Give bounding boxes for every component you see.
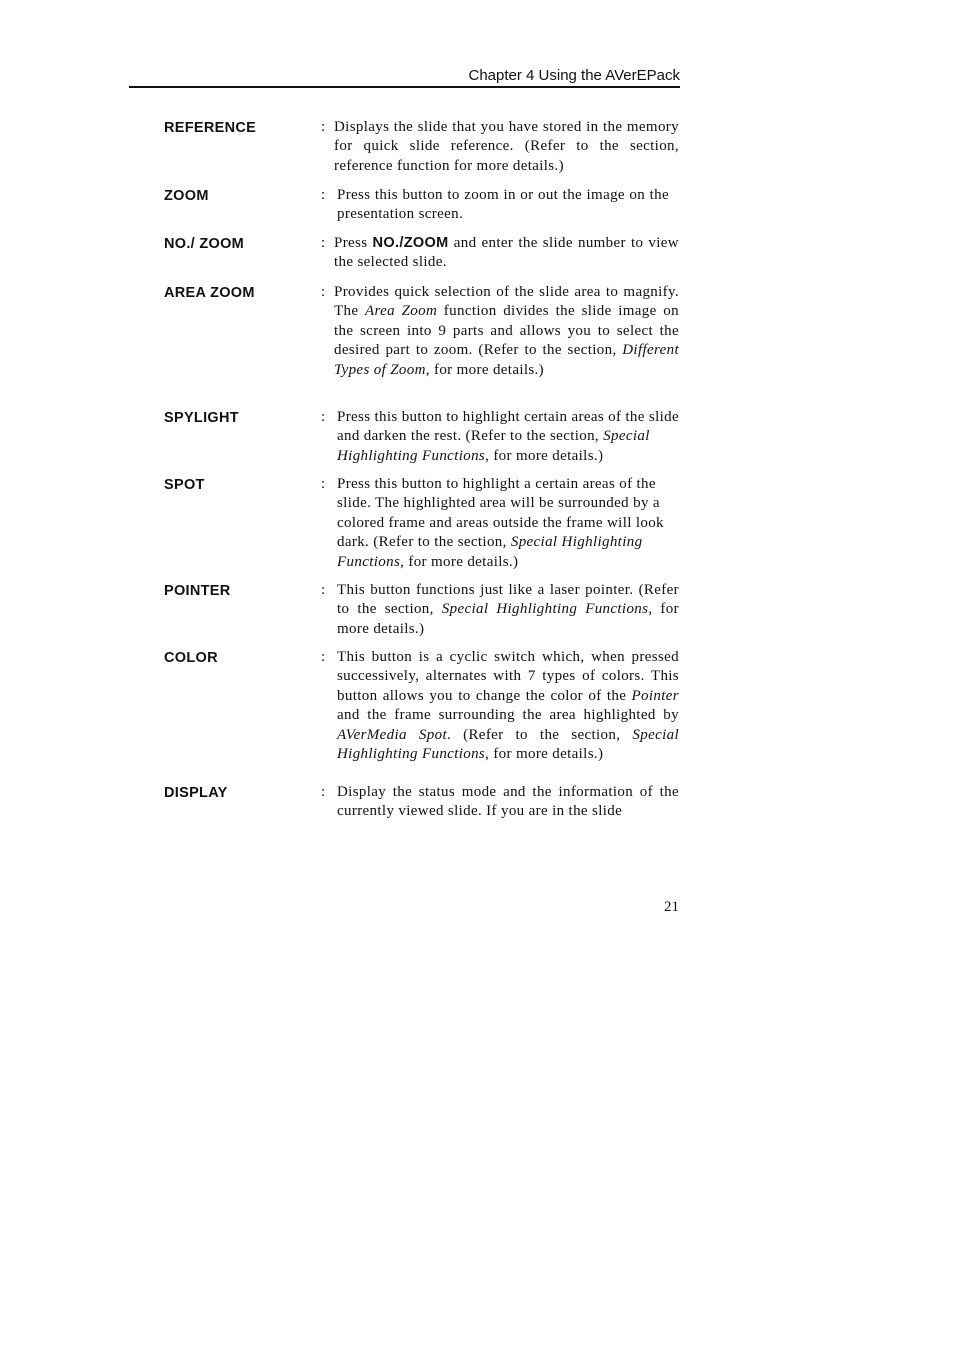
entry-no-zoom (164, 234, 684, 283)
desc-display: Display the status mode and the information of the currently viewed slide. If you are in the slide (337, 784, 679, 820)
term-no-zoom: NO./ ZOOM (164, 236, 245, 252)
definition-list (164, 118, 684, 831)
term-display: DISPLAY (164, 785, 228, 801)
term-spylight: SPYLIGHT (164, 410, 239, 426)
term-pointer: POINTER (164, 583, 231, 599)
desc-pointer: This button functions just like a laser pointer. (Refer to the section, Special Highlighting Functions, for more details.) (337, 582, 679, 637)
page-number: 21 (664, 899, 679, 915)
separator-colon: : (321, 649, 326, 665)
entry-spylight (164, 408, 684, 475)
separator-colon: : (321, 187, 326, 203)
desc-area-zoom: Provides quick selection of the slide area to magnify. The Area Zoom function divides the slide image on the screen into 9 parts and allows you to select the desired part to zoom. (Refer to the section, Different Types of Zoom, for more details.) (334, 284, 679, 378)
entry-color (164, 648, 684, 783)
separator-colon: : (321, 284, 326, 300)
entry-spot (164, 475, 684, 581)
entry-pointer (164, 581, 684, 648)
entry-display (164, 783, 684, 831)
term-color: COLOR (164, 650, 218, 666)
desc-spot: Press this button to highlight a certain areas of the slide. The highlighted area will be surrounded by a colored frame and areas outside the frame will look dark. (Refer to the section, Special Highlighting Functions, for more details.) (337, 476, 664, 570)
term-zoom: ZOOM (164, 188, 209, 204)
separator-colon: : (321, 784, 326, 800)
separator-colon: : (321, 409, 326, 425)
desc-spylight: Press this button to highlight certain areas of the slide and darken the rest. (Refer to the section, Special Highlighting Functions, for more details.) (337, 409, 679, 464)
chapter-title: Chapter 4 Using the AVerEPack (468, 67, 680, 84)
separator-colon: : (321, 119, 326, 135)
separator-colon: : (321, 476, 326, 492)
entry-area-zoom (164, 283, 684, 408)
separator-colon: : (321, 235, 326, 251)
desc-reference: Displays the slide that you have stored in the memory for quick slide reference. (Refer to the section, reference function for more details.) (334, 119, 679, 174)
desc-color: This button is a cyclic switch which, when pressed successively, alternates with 7 types of colors. This button allows you to change the color of the Pointer and the frame surrounding the area highlighted by AVerMedia Spot. (Refer to the section, Special Highlighting Functions, for more details.) (337, 649, 679, 763)
separator-colon: : (321, 582, 326, 598)
desc-no-zoom: Press NO./ZOOM and enter the slide number to view the selected slide. (334, 235, 679, 271)
term-area-zoom: AREA ZOOM (164, 285, 255, 301)
term-spot: SPOT (164, 477, 205, 493)
desc-zoom: Press this button to zoom in or out the image on the presentation screen. (337, 187, 669, 223)
entry-zoom (164, 186, 684, 234)
term-reference: REFERENCE (164, 120, 257, 136)
entry-reference (164, 118, 684, 186)
chapter-header (129, 66, 680, 88)
